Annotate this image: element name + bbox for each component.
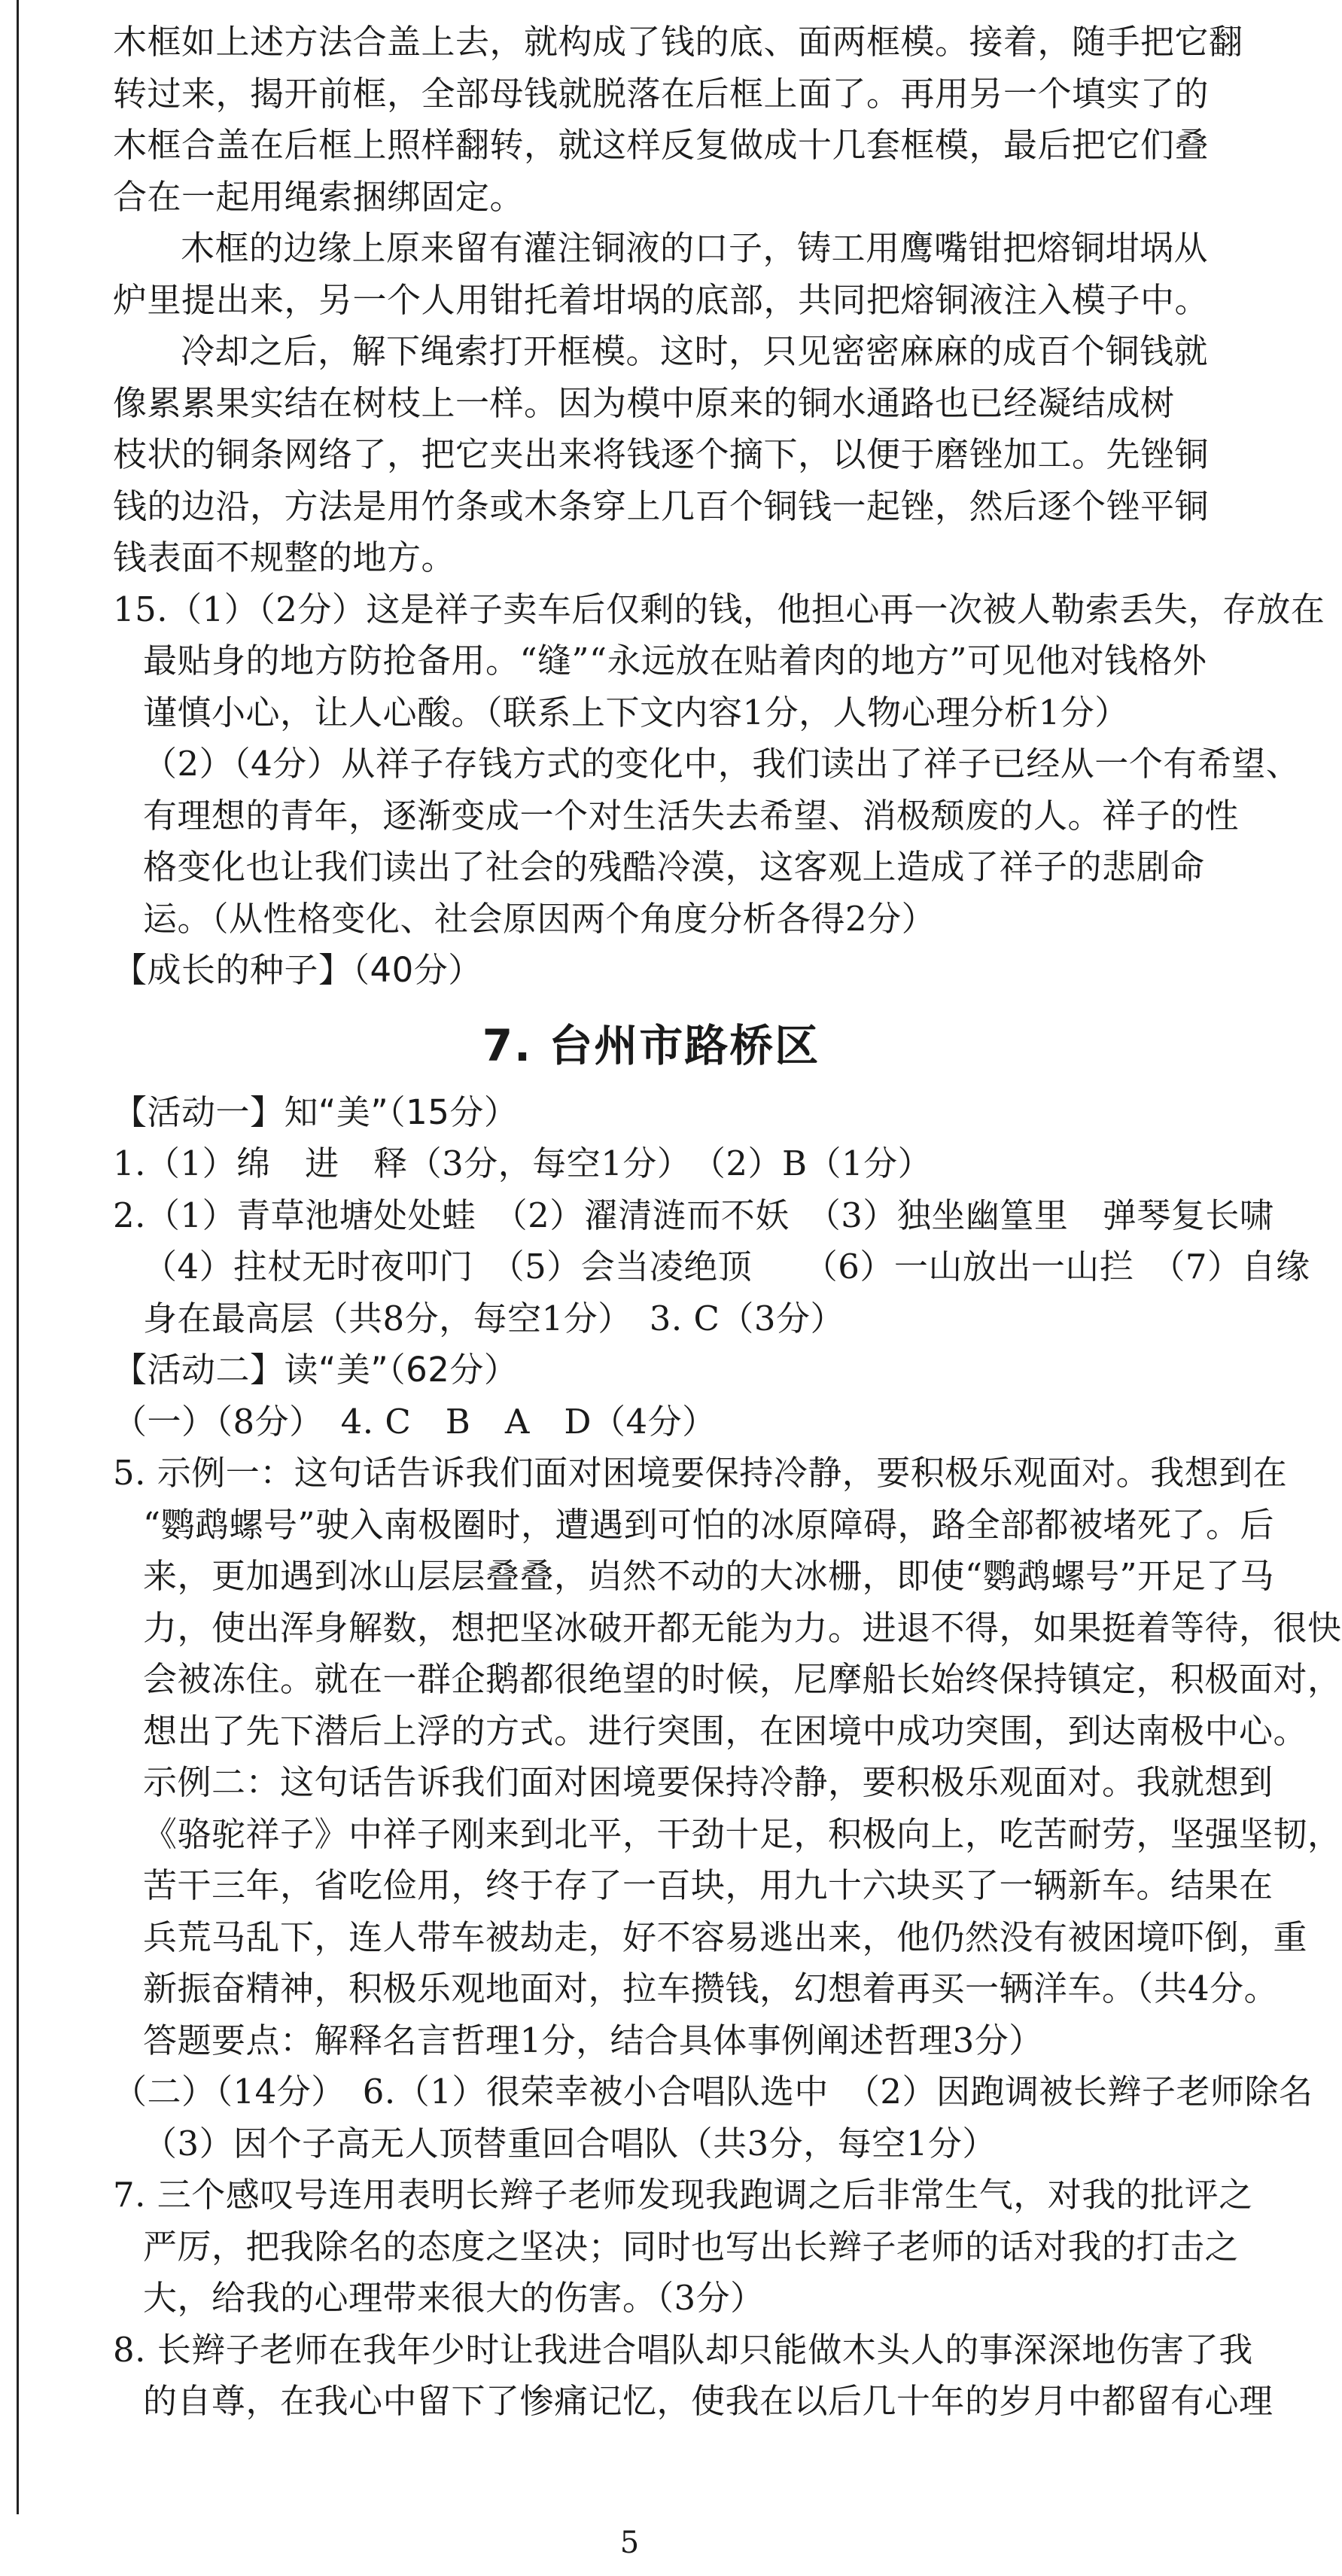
text-line: 新振奋精神，积极乐观地面对，拉车攒钱，幻想着再买一辆洋车。（共4分。 (143, 1969, 1279, 2008)
text-line: 合在一起用绳索捆绑固定。 (113, 176, 525, 217)
text-line: 钱的边沿，方法是用竹条或木条穿上几百个铜钱一起锉，然后逐个锉平铜 (113, 486, 1210, 526)
answer-15-2: （2）（4分）从祥子存钱方式的变化中，我们读出了祥子已经从一个有希望、 (143, 744, 1301, 784)
text-line: 大，给我的心理带来很大的伤害。（3分） (143, 2278, 765, 2318)
text-line: 会被冻住。就在一群企鹅都很绝望的时候，尼摩船长始终保持镇定，积极面对， (143, 1659, 1342, 1699)
text-line: 兵荒马乱下，连人带车被劫走，好不容易逃出来，他仍然没有被困境吓倒，重 (143, 1917, 1308, 1957)
activity-heading: 【活动二】读“美”（62分） (113, 1350, 519, 1390)
document-body (113, 17, 1342, 2428)
text-line: “鹦鹉螺号”驶入南极圈时，遭遇到可怕的冰原障碍，路全部都被堵死了。后 (143, 1504, 1275, 1545)
activity-heading: 【活动一】知“美”（15分） (113, 1092, 519, 1132)
page-number: 5 (619, 2526, 640, 2560)
section-heading: 【成长的种子】（40分） (113, 950, 482, 990)
text-line: 身在最高层（共8分，每空1分） 3. C（3分） (143, 1298, 845, 1338)
text-line: 苦干三年，省吃俭用，终于存了一百块，用九十六块买了一辆新车。结果在 (143, 1865, 1274, 1905)
text-line: （3）因个子高无人顶替重回合唱队（共3分，每空1分） (143, 2123, 997, 2163)
section-title: 7. 台州市路桥区 (482, 1019, 820, 1071)
text-line: 力，使出浑身解数，想把坚冰破开都无能为力。进退不得，如果挺着等待，很快 (143, 1607, 1342, 1648)
text-line: 示例二：这句话告诉我们面对困境要保持冷静，要积极乐观面对。我就想到 (143, 1762, 1274, 1802)
text-line: 钱表面不规整的地方。 (113, 537, 456, 577)
text-line: 冷却之后，解下绳索打开框模。这时，只见密密麻麻的成百个铜钱就 (181, 331, 1209, 371)
text-line: 答题要点：解释名言哲理1分，结合具体事例阐述哲理3分） (143, 2020, 1043, 2060)
answer-5: 5. 示例一：这句话告诉我们面对困境要保持冷静，要积极乐观面对。我想到在 (113, 1453, 1288, 1493)
text-line: （4）拄杖无时夜叩门 （5）会当凌绝顶 （6）一山放出一山拦 （7）自缘 (143, 1247, 1310, 1286)
answer-8: 8. 长辫子老师在我年少时让我进合唱队却只能做木头人的事深深地伤害了我 (113, 2329, 1253, 2370)
text-line: 枝状的铜条网络了，把它夹出来将钱逐个摘下，以便于磨锉加工。先锉铜 (113, 434, 1210, 474)
answer-15-1: 15.（1）（2分）这是祥子卖车后仅剩的钱，他担心再一次被人勒索丢失，存放在 (113, 589, 1325, 629)
answer-7: 7. 三个感叹号连用表明长辫子老师发现我跑调之后非常生气，对我的批评之 (113, 2175, 1253, 2215)
answer-1: 1.（1）绵 进 释（3分，每空1分） （2）B（1分） (113, 1143, 933, 1183)
text-line: 木框合盖在后框上照样翻转，就这样反复做成十几套框模，最后把它们叠 (113, 125, 1210, 165)
text-line: 的自尊，在我心中留下了惨痛记忆，使我在以后几十年的岁月中都留有心理 (143, 2381, 1274, 2421)
answer-2: 2.（1）青草池塘处处蛙 （2）濯清涟而不妖 （3）独坐幽篁里 弹琴复长啸 (113, 1195, 1274, 1235)
margin-rule (17, 0, 19, 2514)
answer-6: （二）（14分） 6.（1）很荣幸被小合唱队选中 （2）因跑调被长辫子老师除名 (113, 2072, 1313, 2112)
text-line: 谨慎小心，让人心酸。（联系上下文内容1分，人物心理分析1分） (143, 692, 1129, 732)
answer-4: （一）（8分） 4. C B A D（4分） (113, 1401, 717, 1442)
text-line: 炉里提出来，另一个人用钳托着坩埚的底部，共同把熔铜液注入模子中。 (113, 279, 1210, 320)
text-line: 木框如上述方法合盖上去，就构成了钱的底、面两框模。接着，随手把它翻 (113, 22, 1243, 62)
text-line: 运。（从性格变化、社会原因两个角度分析各得2分） (143, 898, 936, 939)
text-line: 转过来，揭开前框，全部母钱就脱落在后框上面了。再用另一个填实了的 (113, 73, 1210, 114)
text-line: 《骆驼祥子》中祥子刚来到北平，干劲十足，积极向上，吃苦耐劳，坚强坚韧， (143, 1813, 1342, 1854)
text-line: 格变化也让我们读出了社会的残酷冷漠，这客观上造成了祥子的悲剧命 (143, 847, 1205, 887)
text-line: 来，更加遇到冰山层层叠叠，岿然不动的大冰栅，即使“鹦鹉螺号”开足了马 (143, 1556, 1275, 1596)
text-line: 严厉，把我除名的态度之坚决；同时也写出长辫子老师的话对我的打击之 (143, 2226, 1240, 2267)
text-line: 像累累果实结在树枝上一样。因为模中原来的铜水通路也已经凝结成树 (113, 382, 1175, 423)
text-line: 最贴身的地方防抢备用。“缝”“永远放在贴着肉的地方”可见他对钱格外 (143, 641, 1207, 681)
text-line: 有理想的青年，逐渐变成一个对生活失去希望、消极颓废的人。祥子的性 (143, 795, 1240, 836)
text-line: 想出了先下潜后上浮的方式。进行突围，在困境中成功突围，到达南极中心。 (143, 1710, 1308, 1751)
text-line: 木框的边缘上原来留有灌注铜液的口子，铸工用鹰嘴钳把熔铜坩埚从 (181, 228, 1209, 268)
